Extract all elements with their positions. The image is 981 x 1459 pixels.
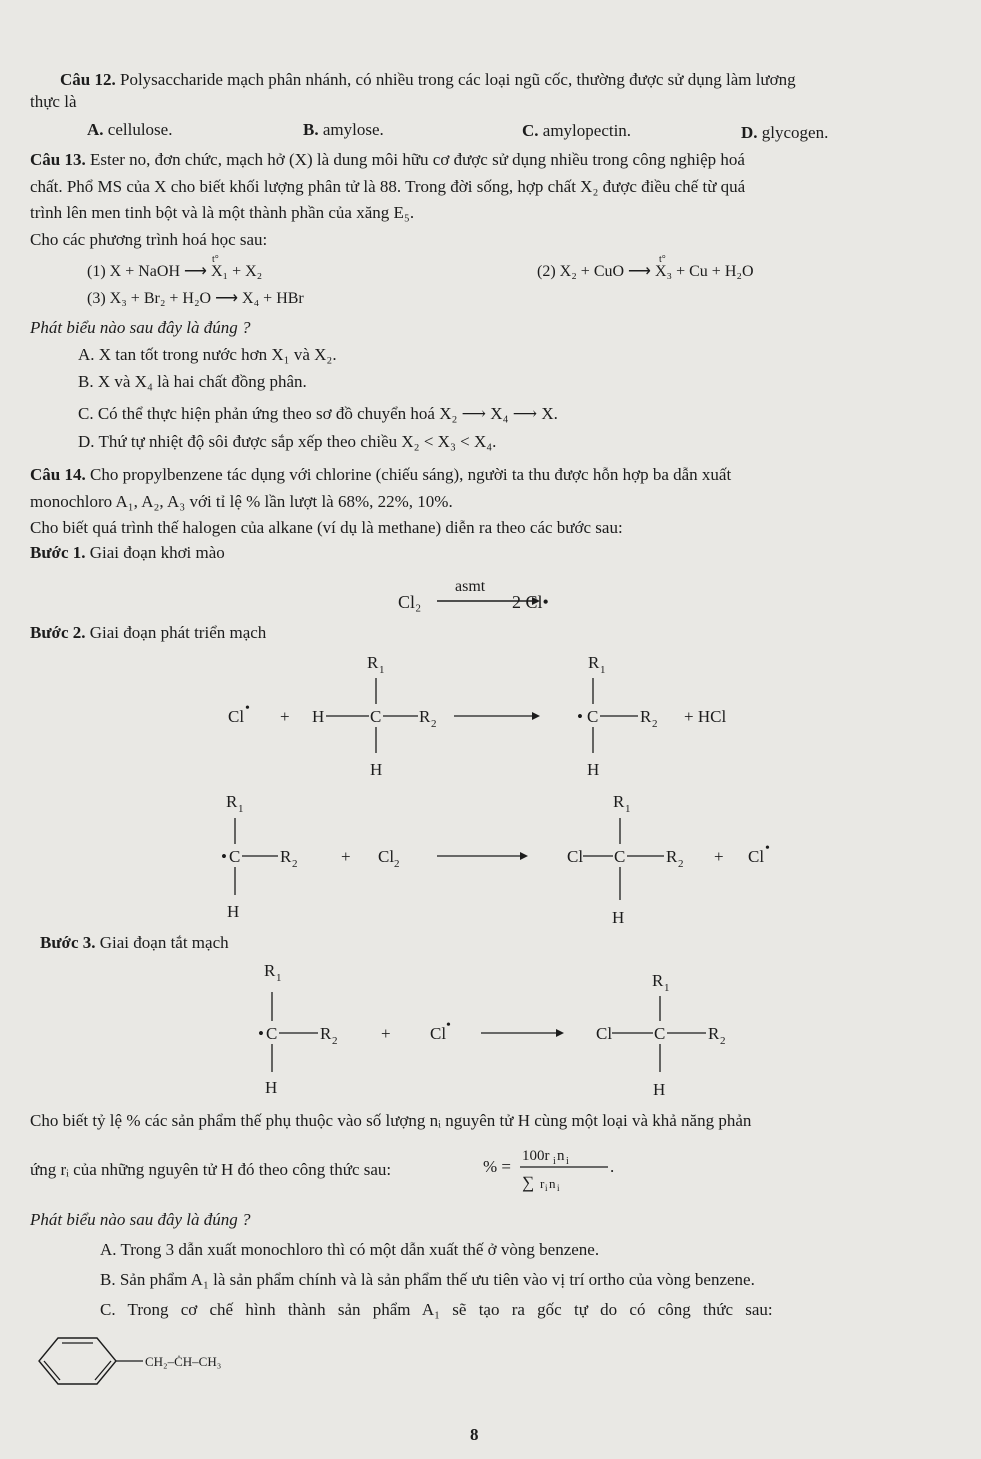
svg-text:•: • <box>446 1018 451 1033</box>
q13-text1: Ester no, đơn chức, mạch hở (X) là dung môi hữu cơ được sử dụng nhiều trong công nghiệp hoá <box>89 150 745 169</box>
q13-equation-3: (3) X₃ + Br₂ + H₂O ⟶ X₄ + HBr <box>87 290 304 307</box>
q12-text1: Polysaccharide mạch phân nhánh, có nhiều trong các loại ngũ cốc, thường được sử dụng làm lương <box>119 70 796 89</box>
svg-text:R: R <box>320 1024 332 1043</box>
propagation-reaction-2 <box>221 792 770 927</box>
q13-option-a[interactable]: A. X tan tốt trong nước hơn X₁ và X₂. <box>78 345 337 364</box>
q14-note1: Cho biết tỷ lệ % các sản phẩm thế phụ thuộc vào số lượng nᵢ nguyên tử H cùng một loại và khả năng phản <box>30 1111 752 1130</box>
svg-text:R: R <box>640 707 652 726</box>
svg-text:Cl: Cl <box>378 847 395 866</box>
svg-text:1: 1 <box>664 982 670 994</box>
q14-line3: Cho biết quá trình thế halogen của alkane (ví dụ là methane) diễn ra theo các bước sau: <box>30 518 623 537</box>
q12-option-a-key: A. <box>87 120 104 139</box>
svg-text:R: R <box>666 847 678 866</box>
svg-text:C: C <box>229 847 241 866</box>
svg-text:•: • <box>765 841 770 856</box>
q13-eq2-condition: t° <box>659 254 666 265</box>
q12-option-b-key: B. <box>303 120 319 139</box>
q13-option-c[interactable]: C. Có thể thực hiện phản ứng theo sơ đồ chuyển hoá X₂ ⟶ X₄ ⟶ X. <box>78 404 558 423</box>
svg-text:C: C <box>614 847 626 866</box>
q12-option-b-text: amylose. <box>322 120 384 139</box>
q14-initiation-product: 2 Cl• <box>512 592 549 612</box>
svg-text:.: . <box>610 1157 615 1176</box>
q14-step3-title: Giai đoạn tắt mạch <box>99 933 229 952</box>
svg-text:r: r <box>540 1176 545 1191</box>
q14-step2-label: Bước 2. <box>30 623 86 642</box>
benzene-ring-icon <box>39 1338 143 1384</box>
q12-line2: thực là <box>30 92 77 111</box>
q14-ask: Phát biểu nào sau đây là đúng ? <box>30 1210 251 1229</box>
q13-ask: Phát biểu nào sau đây là đúng ? <box>30 318 251 337</box>
svg-text:1: 1 <box>600 664 606 676</box>
radical-formula: CH₂–ĊH–CH₃ <box>145 1354 222 1369</box>
svg-text:i: i <box>553 1156 556 1167</box>
svg-text:i: i <box>557 1183 560 1193</box>
svg-text:C: C <box>370 707 382 726</box>
svg-text:R: R <box>280 847 292 866</box>
svg-text:Cl: Cl <box>596 1024 613 1043</box>
svg-text:2: 2 <box>652 718 658 730</box>
svg-text:100r: 100r <box>522 1148 550 1164</box>
svg-text:+ HCl: + HCl <box>684 707 727 726</box>
svg-text:R: R <box>588 653 600 672</box>
q12-option-a-text: cellulose. <box>107 120 173 139</box>
svg-text:•: • <box>577 707 583 726</box>
svg-text:H: H <box>587 760 600 779</box>
svg-text:R: R <box>708 1024 720 1043</box>
q12-option-c-text: amylopectin. <box>542 121 632 140</box>
svg-text:R: R <box>613 792 625 811</box>
svg-text:Cl: Cl <box>430 1024 447 1043</box>
q13-line3: trình lên men tinh bột và là một thành phần của xăng E₅. <box>30 203 415 222</box>
svg-text:H: H <box>612 908 625 927</box>
q12-option-d-key: D. <box>741 123 758 142</box>
q14-option-c[interactable]: C. Trong cơ chế hình thành sản phẩm A₁ sẽ tạo ra gốc tự do có công thức sau: <box>100 1300 773 1319</box>
termination-reaction <box>258 961 726 1099</box>
q14-step1-label: Bước 1. <box>30 543 86 562</box>
q13-given: Cho các phương trình hoá học sau: <box>30 230 268 249</box>
svg-text:•: • <box>258 1024 264 1043</box>
q14-number: Câu 14. <box>30 465 86 484</box>
q13-equation-1: (1) X + NaOH ⟶ X₁ + X₂ <box>87 263 263 280</box>
q14-option-a[interactable]: A. Trong 3 dẫn xuất monochloro thì có một dẫn xuất thế ở vòng benzene. <box>100 1240 600 1259</box>
svg-text:+: + <box>714 847 724 866</box>
q14-step3-label: Bước 3. <box>40 933 96 952</box>
q12-number: Câu 12. <box>60 70 116 89</box>
svg-text:H: H <box>370 760 383 779</box>
q14-step2-title: Giai đoạn phát triển mạch <box>89 623 267 642</box>
svg-text:i: i <box>566 1156 569 1167</box>
svg-text:i: i <box>545 1183 548 1193</box>
q14-step2 <box>30 623 266 643</box>
svg-text:H: H <box>653 1080 666 1099</box>
svg-text:R: R <box>264 961 276 980</box>
svg-text:+: + <box>280 707 290 726</box>
svg-text:1: 1 <box>379 664 385 676</box>
q14-text1: Cho propylbenzene tác dụng với chlorine (chiếu sáng), người ta thu được hỗn hợp ba dẫn xuất <box>89 465 732 484</box>
svg-text:•: • <box>221 847 227 866</box>
q13-line2: chất. Phổ MS của X cho biết khối lượng phân tử là 88. Trong đời sống, hợp chất X₂ được điều chế từ quá <box>30 177 746 196</box>
cl-radical-reactant: Cl <box>228 707 245 726</box>
svg-text:R: R <box>419 707 431 726</box>
svg-text:n: n <box>557 1148 565 1164</box>
q13-option-b[interactable]: B. X và X₄ là hai chất đồng phân. <box>78 372 307 391</box>
svg-text:2: 2 <box>332 1035 338 1047</box>
svg-text:n: n <box>549 1176 556 1191</box>
svg-text:∑: ∑ <box>522 1173 535 1192</box>
svg-text:•: • <box>245 701 250 716</box>
page-number: 8 <box>470 1425 479 1444</box>
svg-text:2: 2 <box>720 1035 726 1047</box>
svg-text:H: H <box>227 902 240 921</box>
q14-line2: monochloro A₁, A₂, A₃ với tỉ lệ % lần lượt là 68%, 22%, 10%. <box>30 492 453 511</box>
svg-text:Cl: Cl <box>748 847 765 866</box>
svg-text:+: + <box>341 847 351 866</box>
q14-step1-title: Giai đoạn khơi mào <box>89 543 225 562</box>
svg-text:+: + <box>381 1024 391 1043</box>
svg-text:2: 2 <box>431 718 437 730</box>
q13-option-d[interactable]: D. Thứ tự nhiệt độ sôi được sắp xếp theo chiều X₂ < X₃ < X₄. <box>78 432 497 451</box>
svg-text:% =: % = <box>483 1157 511 1176</box>
propagation-reaction-1 <box>228 653 726 779</box>
svg-text:2: 2 <box>292 858 298 870</box>
svg-text:2: 2 <box>394 858 400 870</box>
svg-text:R: R <box>367 653 379 672</box>
q13-equation-2: (2) X₂ + CuO ⟶ X₃ + Cu + H₂O <box>537 263 754 280</box>
svg-text:R: R <box>226 792 238 811</box>
q14-step3 <box>40 933 229 953</box>
svg-text:2: 2 <box>678 858 684 870</box>
svg-text:1: 1 <box>625 803 631 815</box>
percent-formula <box>483 1148 614 1193</box>
q12-option-c-key: C. <box>522 121 539 140</box>
q14-option-b[interactable]: B. Sản phẩm A₁ là sản phẩm chính và là sản phẩm thế ưu tiên vào vị trí ortho của vòng benzene. <box>100 1270 755 1289</box>
svg-text:R: R <box>652 971 664 990</box>
q13-number: Câu 13. <box>30 150 86 169</box>
q13-eq1-condition: t° <box>212 254 219 265</box>
svg-text:C: C <box>654 1024 666 1043</box>
h-atom: H <box>312 707 325 726</box>
svg-text:1: 1 <box>276 972 282 984</box>
q14-initiation-condition: asmt <box>455 578 486 595</box>
svg-text:H: H <box>265 1078 278 1097</box>
svg-text:Cl: Cl <box>567 847 584 866</box>
q14-initiation-cl2: Cl₂ <box>398 592 422 612</box>
svg-text:1: 1 <box>238 803 244 815</box>
svg-text:C: C <box>587 707 599 726</box>
q14-note2: ứng rᵢ của những nguyên tử H đó theo công thức sau: <box>30 1160 392 1179</box>
svg-text:C: C <box>266 1024 278 1043</box>
q12-option-d-text: glycogen. <box>761 123 829 142</box>
